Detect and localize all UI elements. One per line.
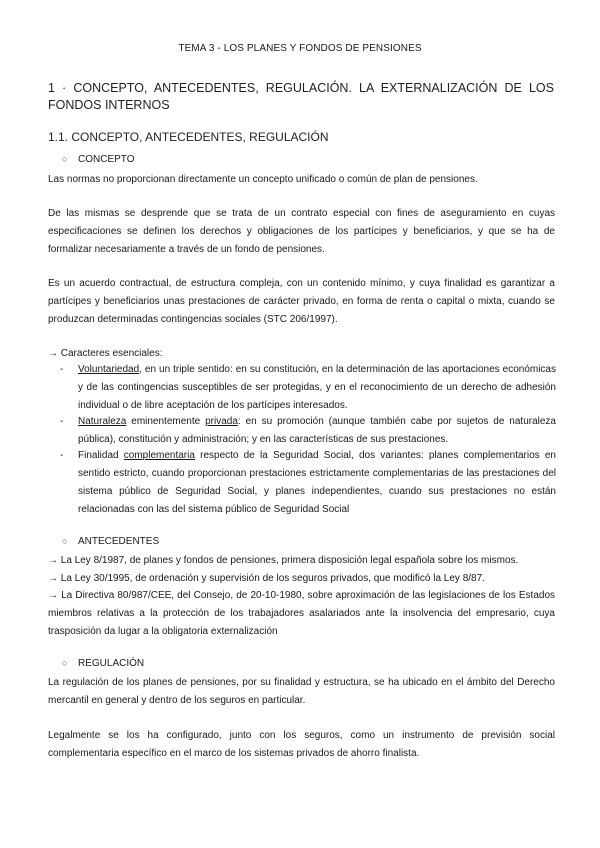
list-dash: - [60, 450, 64, 461]
list-item-text [78, 413, 556, 449]
regulacion-label: REGULACIÓN [78, 658, 145, 669]
list-dash: - [60, 416, 64, 427]
term-naturaleza: Naturaleza [78, 416, 127, 427]
antecedente-line-3: → La Directiva 80/987/CEE, del Consejo, de 20-10-1980, sobre aproximación de las legislaciones de los Estados miembros relativas a la protección de los trabajadores asalariados ante la insolvencia del empresario, cuya trasposición da lugar a la obligatoria externalización [48, 590, 555, 637]
list-item-text [78, 361, 556, 415]
antecedentes-label: ANTECEDENTES [78, 536, 160, 547]
list-item-body: : en su promoción (aunque también cabe por sujetos de naturaleza pública), constitución y administración; y en las características de sus prestaciones. [78, 416, 556, 445]
list-item-text [78, 447, 556, 519]
section-1-1-heading: 1.1. CONCEPTO, ANTECEDENTES, REGULACIÓN [48, 130, 329, 144]
term-privada: privada [205, 416, 238, 427]
document-title: TEMA 3 - LOS PLANES Y FONDOS DE PENSIONES [178, 43, 422, 54]
caracteres-heading: → Caracteres esenciales: [48, 348, 163, 359]
term-complementaria: complementaria [123, 450, 195, 461]
term-voluntariedad: Voluntariedad [78, 364, 140, 375]
regulacion-subheading [62, 658, 144, 669]
antecedentes-subheading [62, 536, 159, 547]
list-item-naturaleza [48, 413, 555, 449]
list-dash: - [60, 364, 64, 375]
section-1-heading: 1 · CONCEPTO, ANTECEDENTES, REGULACIÓN. LA EXTERNALIZACIÓN DE LOS FONDOS INTERNOS [48, 81, 554, 112]
list-item-body: respecto de la Seguridad Social, dos variantes: planes complementarios en sentido estricto, cuando proporcionan prestaciones estrictamente complementarias de las prestaciones del sistema público de Seguridad Social, y planes independientes, cuando sus prestaciones no están relacionadas con las del sistema público de Seguridad Social [78, 450, 556, 515]
antecedente-line-1: → La Ley 8/1987, de planes y fondos de pensiones, primera disposición legal española sobre los mismos. [48, 555, 519, 566]
list-item-prefix: Finalidad [78, 450, 124, 461]
circle-bullet-icon: ○ [62, 658, 68, 668]
concepto-label: CONCEPTO [78, 154, 135, 165]
list-item-voluntariedad [48, 361, 555, 415]
list-item-body: , en un triple sentido: en su constitución, en la determinación de las aportaciones económicas y de las contingencias susceptibles de ser protegidas, y en el reconocimiento de un derecho de adhesión individual o de libre aceptación de los partícipes interesados. [78, 364, 556, 411]
list-item-connector: eminentemente [126, 416, 206, 427]
concepto-paragraph-2: De las mismas se desprende que se trata de un contrato especial con fines de aseguramiento en cuyas especificaciones se definen los derechos y obligaciones de los partícipes y beneficiarios, y que se ha de formalizar necesariamente a través de un fondo de pensiones. [48, 208, 555, 255]
list-item-finalidad [48, 447, 555, 519]
circle-bullet-icon: ○ [62, 536, 68, 546]
concepto-subheading [62, 154, 135, 165]
antecedente-line-2: → La Ley 30/1995, de ordenación y supervisión de los seguros privados, que modificó la Ley 8/87. [48, 573, 485, 584]
regulacion-paragraph-1: La regulación de los planes de pensiones, por su finalidad y estructura, se ha ubicado en el ámbito del Derecho mercantil en general y dentro de los seguros en particular. [48, 677, 555, 706]
concepto-paragraph-1: Las normas no proporcionan directamente un concepto unificado o común de plan de pensiones. [48, 174, 478, 185]
circle-bullet-icon: ○ [62, 154, 68, 164]
concepto-paragraph-3: Es un acuerdo contractual, de estructura compleja, con un contenido mínimo, y cuya finalidad es garantizar a partícipes y beneficiarios unas prestaciones de carácter privado, en forma de renta o capital o mixta, cuando se produzcan determinadas contingencias sociales (STC 206/1997). [48, 278, 555, 325]
regulacion-paragraph-2: Legalmente se los ha configurado, junto con los seguros, como un instrumento de previsión social complementaria específico en el marco de los sistemas privados de ahorro finalista. [48, 730, 555, 759]
